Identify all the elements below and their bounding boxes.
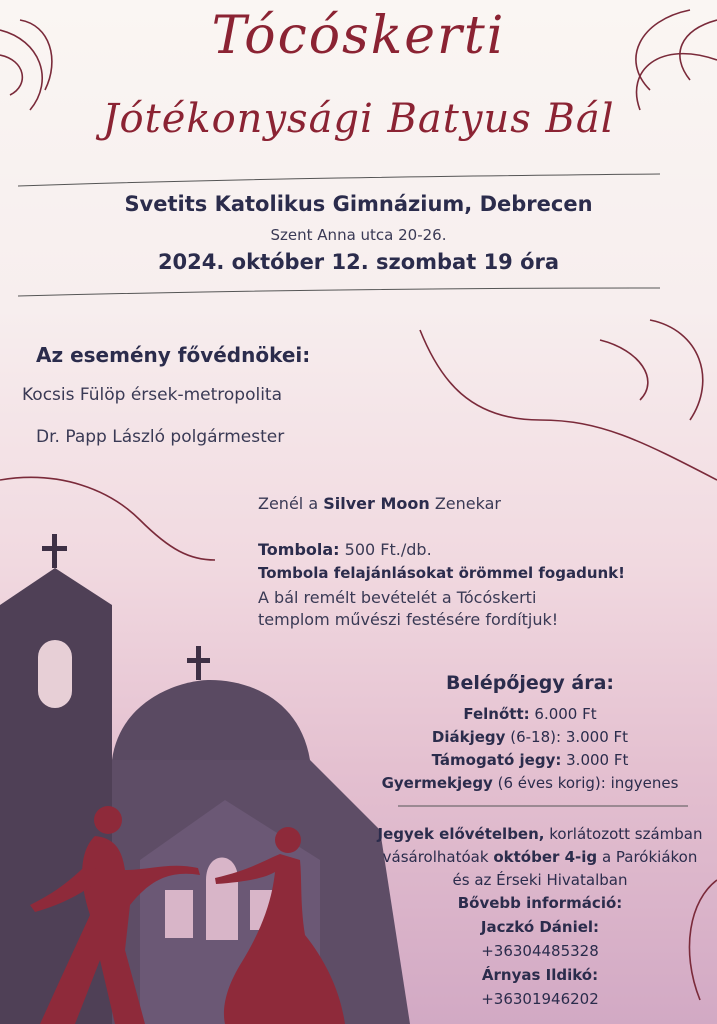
venue-name: Svetits Katolikus Gimnázium, Debrecen [124, 192, 593, 216]
presale-deadline: október 4-ig [493, 848, 598, 866]
patrons-heading: Az esemény fővédnökei: [36, 343, 311, 367]
ticket-row-adult [340, 705, 717, 723]
music-prefix: Zenél a [258, 494, 319, 513]
tombola-line [258, 540, 432, 559]
patron-2: Dr. Papp László polgármester [36, 427, 285, 447]
tombola-offer: Tombola felajánlásokat örömmel fogadunk! [258, 564, 626, 582]
ticket-row-supporter [340, 751, 717, 769]
ticket-label: Támogató jegy: [431, 751, 562, 769]
ticket-price: 3.000 Ft [565, 728, 629, 746]
presale-line-2 [360, 848, 717, 866]
ticket-detail: (6-18): [510, 728, 562, 746]
presale-text-1: korlátozott számban [549, 825, 703, 843]
ticket-price: 3.000 Ft [566, 751, 629, 769]
music-line [258, 494, 501, 513]
title-line-1: Tócóskerti [211, 6, 506, 66]
tombola-note-1: A bál remélt bevételét a Tócóskerti [258, 588, 537, 607]
presale-line-3: és az Érseki Hivatalban [452, 871, 628, 889]
ticket-price: 6.000 Ft [534, 705, 597, 723]
tombola-note-2: templom művészi festésére fordítjuk! [258, 610, 559, 629]
tickets-heading: Belépőjegy ára: [445, 672, 615, 694]
presale-text-2a: vásárolhatóak [382, 848, 489, 866]
event-date: 2024. október 12. szombat 19 óra [157, 250, 560, 274]
contact-phone-2: +36301946202 [481, 990, 599, 1008]
tombola-label: Tombola: [258, 540, 340, 559]
title-line-2: Jótékonysági Batyus Bál [102, 96, 615, 142]
tombola-price: 500 Ft./db. [344, 540, 432, 559]
ticket-label: Diákjegy [431, 728, 506, 746]
contact-name-2: Árnyas Ildikó: [481, 966, 599, 984]
ticket-price: ingyenes [610, 774, 679, 792]
presale-text-2b: a Parókiákon [601, 848, 698, 866]
contact-name-1: Jaczkó Dániel: [480, 918, 600, 936]
venue-address: Szent Anna utca 20-26. [270, 226, 447, 244]
ticket-label: Felnőtt: [463, 705, 530, 723]
music-suffix: Zenekar [434, 494, 501, 513]
presale-line-1 [360, 825, 717, 843]
presale-bold-1: Jegyek elővételben, [377, 825, 545, 843]
ticket-row-child [340, 774, 717, 792]
info-heading: Bővebb információ: [457, 894, 623, 912]
ticket-label: Gyermekjegy [381, 774, 493, 792]
band-name: Silver Moon [323, 494, 430, 513]
ticket-row-student [340, 728, 717, 746]
contact-phone-1: +36304485328 [481, 942, 599, 960]
ticket-detail: (6 éves korig): [497, 774, 606, 792]
patron-1: Kocsis Fülöp érsek-metropolita [22, 385, 282, 405]
